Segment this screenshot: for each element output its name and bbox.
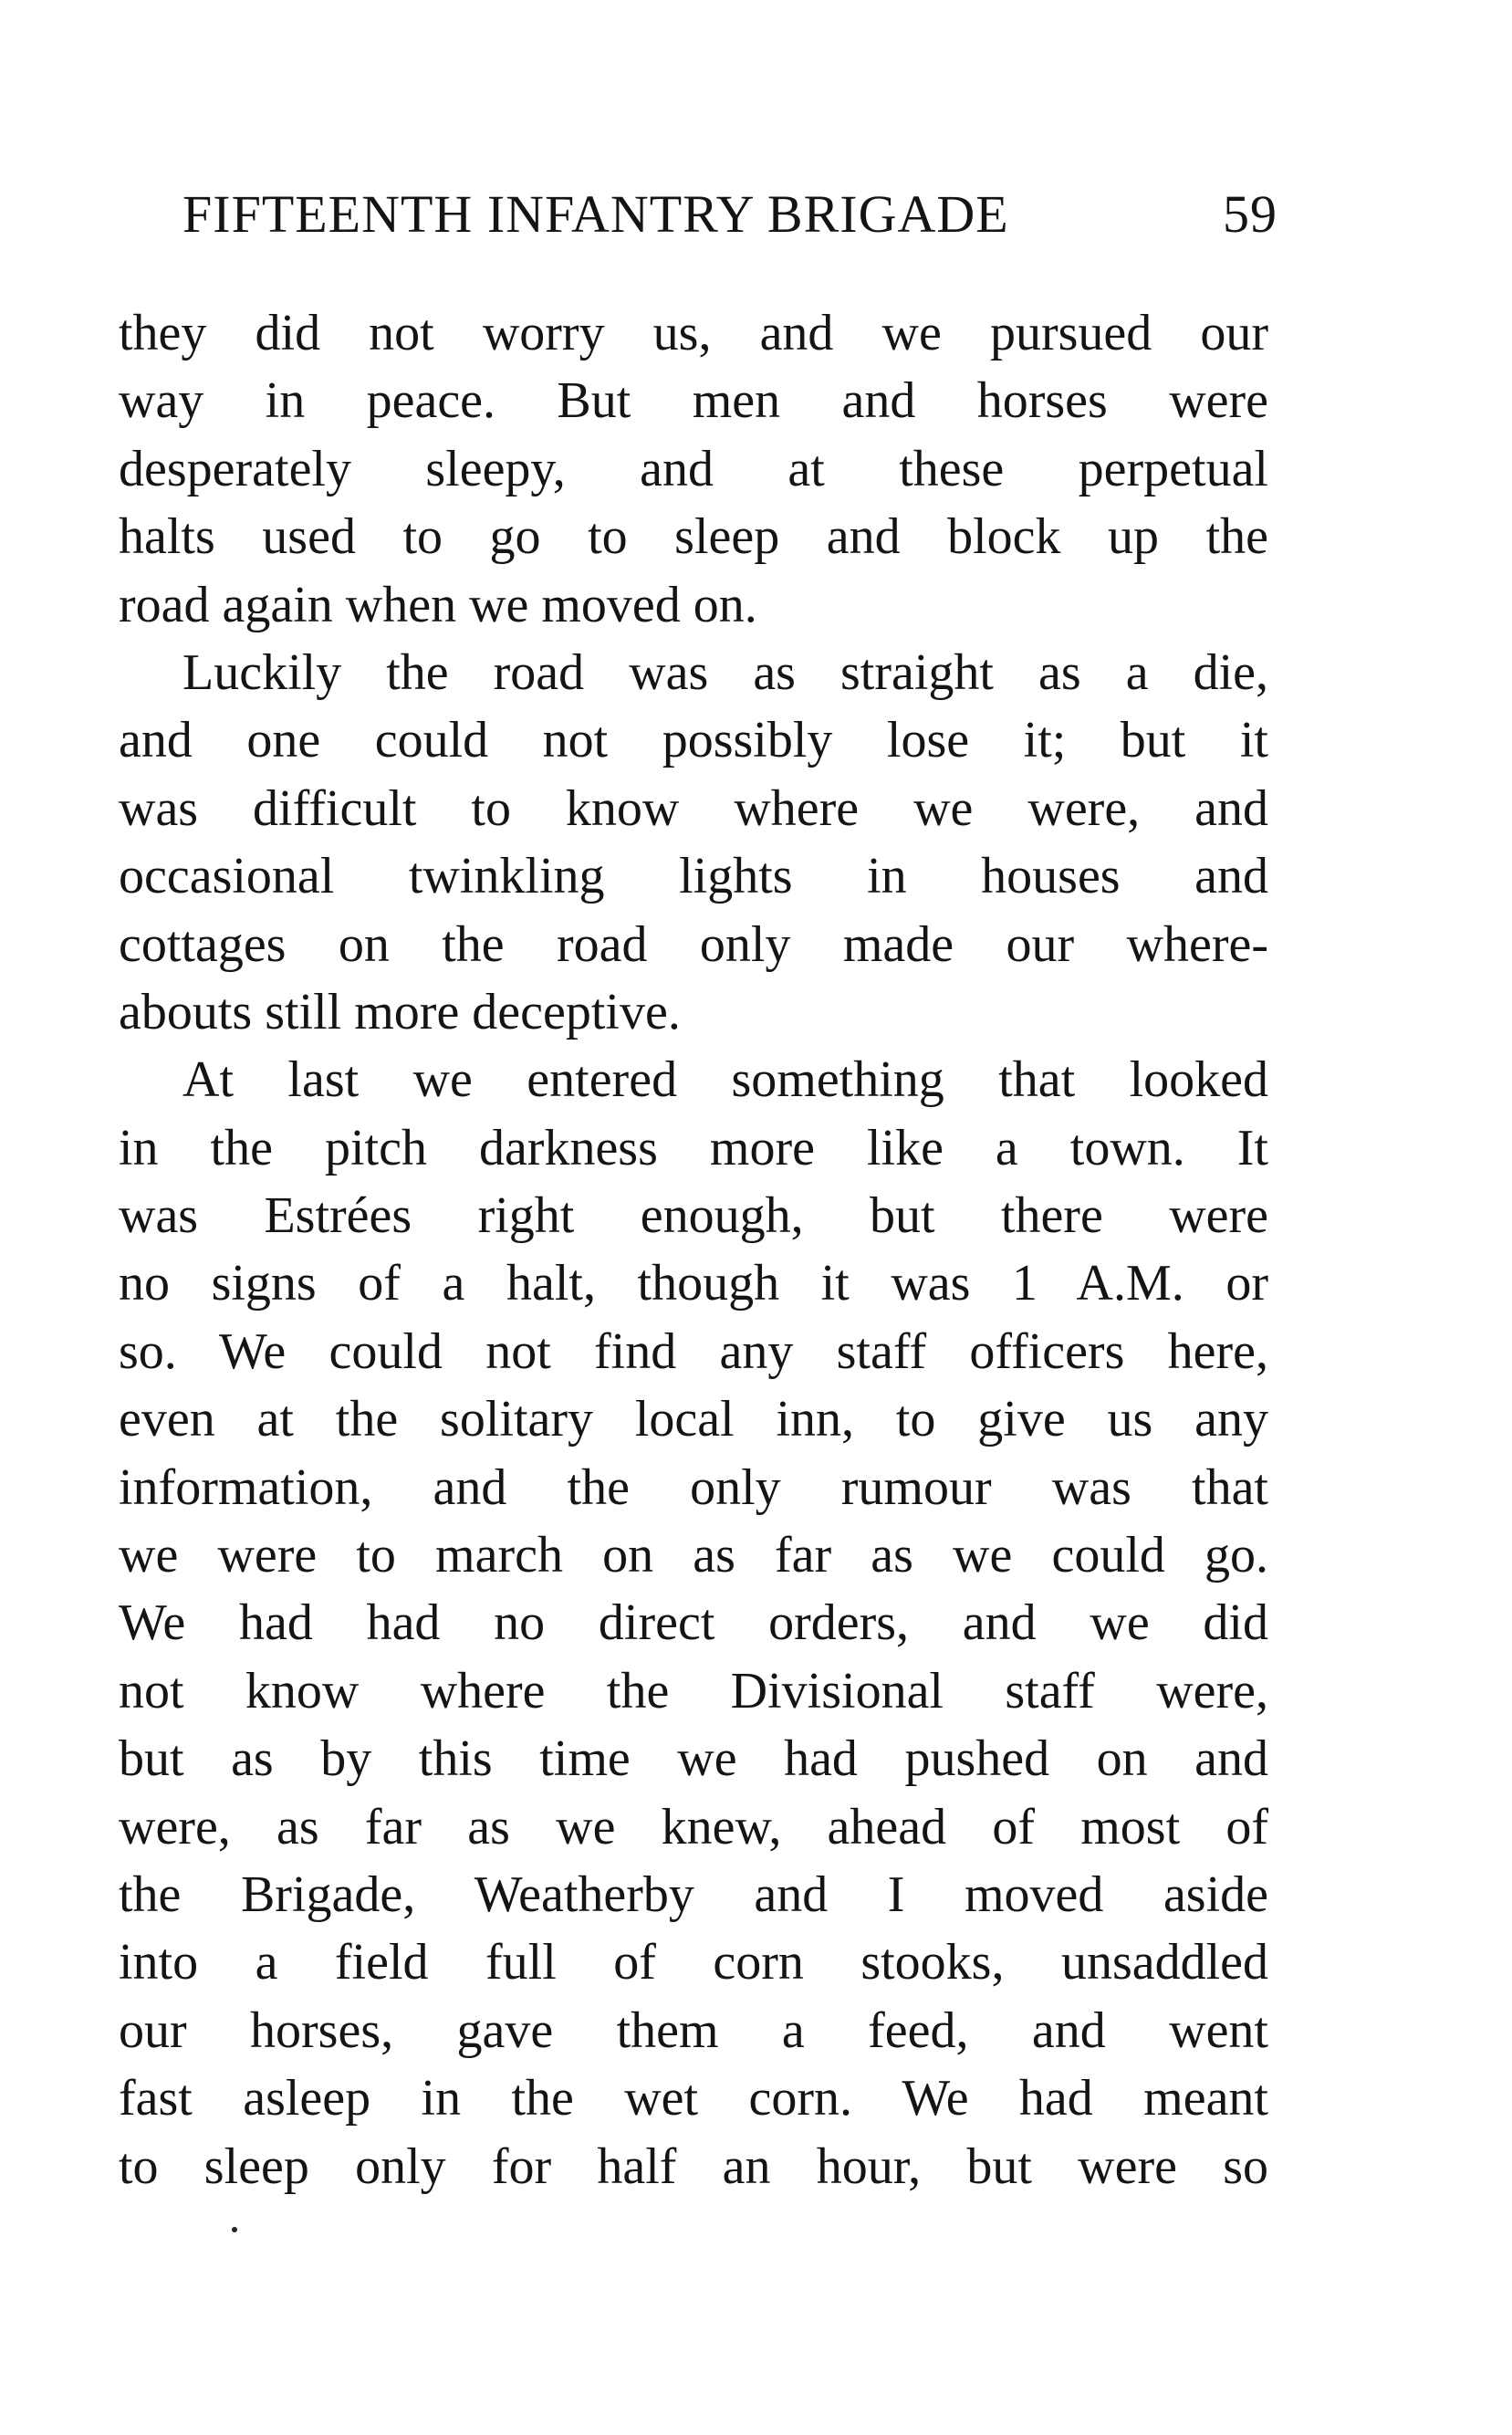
text-line: We had had no direct orders, and we did xyxy=(119,1594,1268,1652)
text-line: into a field full of corn stooks, unsaddled xyxy=(119,1934,1268,1991)
text-line: was Estrées right enough, but there were xyxy=(119,1187,1268,1245)
text-line: not know where the Divisional staff were, xyxy=(119,1662,1268,1719)
body-text xyxy=(119,299,1268,2200)
text-line: no signs of a halt, though it was 1 A.M. or xyxy=(119,1255,1268,1312)
text-line: cottages on the road only made our where- xyxy=(119,915,1268,973)
text-line: the Brigade, Weatherby and I moved aside xyxy=(119,1865,1268,1923)
text-line: even at the solitary local inn, to give us any xyxy=(119,1391,1268,1448)
ink-speck xyxy=(232,2227,237,2232)
text-line: so. We could not find any staff officers here, xyxy=(119,1322,1268,1380)
text-line: our horses, gave them a feed, and went xyxy=(119,2001,1268,2059)
text-line: we were to march on as far as we could go. xyxy=(119,1527,1268,1584)
text-line: information, and the only rumour was that xyxy=(119,1458,1268,1516)
text-line: in the pitch darkness more like a town. It xyxy=(119,1119,1268,1176)
text-line: they did not worry us, and we pursued our xyxy=(119,305,1268,361)
text-line: but as by this time we had pushed on and xyxy=(119,1730,1268,1788)
running-head xyxy=(182,178,1277,251)
text-line: way in peace. But men and horses were xyxy=(119,372,1268,430)
text-line: fast asleep in the wet corn. We had meant xyxy=(119,2070,1268,2127)
text-line: to sleep only for half an hour, but were so xyxy=(119,2137,1268,2195)
text-line: were, as far as we knew, ahead of most of xyxy=(119,1798,1268,1855)
text-line: road again when we moved on. xyxy=(119,576,757,633)
text-line: desperately sleepy, and at these perpetual xyxy=(119,440,1268,497)
page-number: 59 xyxy=(1223,184,1277,244)
text-line: abouts still more deceptive. xyxy=(119,983,681,1040)
text-line: and one could not possibly lose it; but it xyxy=(119,712,1268,769)
text-line: halts used to go to sleep and block up the xyxy=(119,508,1268,566)
text-line: was difficult to know where we were, and xyxy=(119,779,1268,837)
text-line: occasional twinkling lights in houses and xyxy=(119,848,1268,905)
text-line: At last we entered something that looked xyxy=(182,1051,1268,1109)
text-line: Luckily the road was as straight as a die, xyxy=(182,643,1268,701)
running-head-title: FIFTEENTH INFANTRY BRIGADE xyxy=(182,184,1009,244)
